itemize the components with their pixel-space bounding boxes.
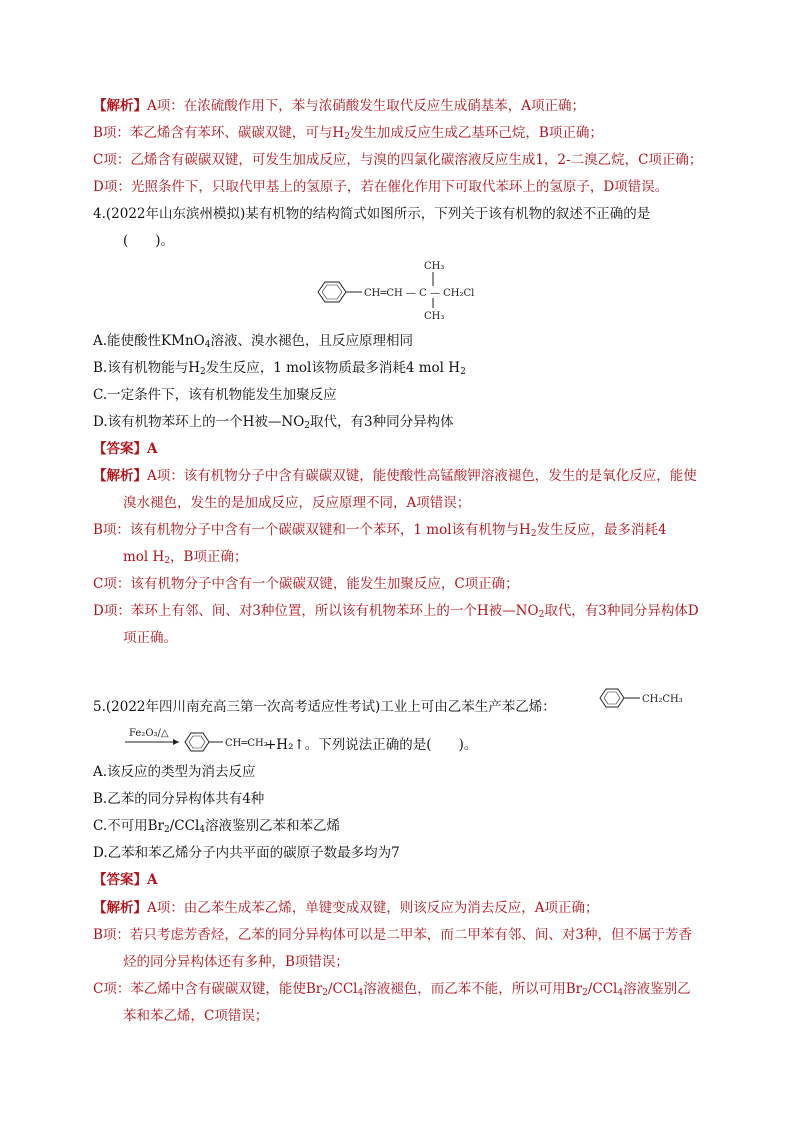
q4-answer: 【答案】A — [93, 441, 158, 457]
q5-reaction-tail: +H₂↑。下列说法正确的是( )。 — [265, 737, 478, 753]
q4-analysis-a1: 【解析】A项：该有机物分子中含有碳碳双键，能使酸性高锰酸钾溶液褪色，发生的是氧化反应，能使 — [93, 468, 697, 484]
q5-analysis-a: 【解析】A项：由乙苯生成苯乙烯，单键变成双键，则该反应为消去反应，A项正确； — [93, 900, 599, 916]
q3-analysis-a: 【解析】A项：在浓硫酸作用下，苯与浓硝酸发生取代反应生成硝基苯，A项正确； — [93, 98, 585, 114]
q5-analysis-c2: 苯和苯乙烯，C项错误； — [123, 1008, 269, 1024]
q5-option-c: C.不可用$Br_2/CCl_4$溶液鉴别乙苯和苯乙烯 — [93, 818, 341, 835]
q5-option-b: B.乙苯的同分异构体共有4种 — [93, 791, 265, 807]
q5-analysis-b1: B项：若只考虑芳香烃，乙苯的同分异构体可以是二甲苯，而二甲苯有邻、间、对3种，但不属于芳香 — [93, 927, 693, 943]
q4-analysis-b1: B项：该有机物分子中含有一个碳碳双键和一个苯环，1 mol该有机物与$H_2$发生反应，最多消耗4 — [93, 522, 667, 539]
q4-blank: ( )。 — [123, 233, 175, 249]
q4-chain-label: CH═CH — C — CH₂Cl — [364, 288, 475, 299]
q4-stem: 4.(2022年山东滨州模拟)某有机物的结构简式如图所示，下列关于该有机物的叙述不正确的是 — [93, 206, 651, 222]
q5-reaction-diagram — [123, 726, 273, 756]
q3-analysis-c: C项：乙烯含有碳碳双键，可发生加成反应，与溴的四氯化碳溶液反应生成1，2-二溴乙烷，C项正确； — [93, 152, 703, 168]
q3-analysis-d: D项：光照条件下，只取代甲基上的氢原子，若在催化作用下可取代苯环上的氢原子，D项错误。 — [93, 179, 669, 195]
q5-option-d: D.乙苯和苯乙烯分子内共平面的碳原子数最多均为7 — [93, 845, 400, 861]
q4-ch3-top: CH₃ — [424, 261, 445, 272]
q4-analysis-c: C项：该有机物分子中含有一个碳碳双键，能发生加聚反应，C项正确； — [93, 576, 519, 592]
q5-option-a: A.该反应的类型为消去反应 — [93, 764, 256, 780]
q4-option-d: D.该有机物苯环上的一个H被$—NO_2$取代，有3种同分异构体 — [93, 414, 454, 431]
q4-option-a: A.能使酸性KMnO$_4$溶液、溴水褪色，且反应原理相同 — [93, 333, 413, 350]
q4-analysis-b2: mol $H_2$，B项正确； — [123, 549, 248, 566]
q4-analysis-d2: 项正确。 — [123, 630, 177, 646]
q4-analysis-d1: D项：苯环上有邻、间、对3种位置，所以该有机物苯环上的一个H被$—NO_2$取代，有3种同分异构体D — [93, 603, 699, 620]
q4-molecule-diagram — [312, 258, 502, 322]
q5-ethyl-label: CH₂CH₃ — [642, 694, 683, 705]
q4-option-c: C.一定条件下，该有机物能发生加聚反应 — [93, 387, 337, 403]
q3-analysis-b: B项：苯乙烯含有苯环、碳碳双键，可与$H_2$发生加成反应生成乙基环己烷，B项正确； — [93, 125, 603, 142]
q5-stem: 5.(2022年四川南充高三第一次高考适应性考试)工业上可由乙苯生产苯乙烯： — [93, 699, 556, 715]
q5-vinyl-label: CH═CH₂ — [225, 738, 268, 749]
q5-catalyst-label: Fe₂O₃/△ — [129, 728, 169, 739]
q5-ethylbenzene-diagram — [596, 684, 706, 714]
q4-ch3-bottom: CH₃ — [424, 311, 445, 322]
q5-answer: 【答案】A — [93, 872, 158, 888]
analysis-tag: 【解析】 — [93, 98, 147, 114]
q4-analysis-a2: 溴水褪色，发生的是加成反应，反应原理不同，A项错误； — [123, 495, 471, 511]
q5-analysis-c1: C项：苯乙烯中含有碳碳双键，能使$Br_2/CCl_4$溶液褪色，而乙苯不能，所以可用$Br_2/CCl_4$溶液鉴别乙 — [93, 981, 691, 998]
q5-analysis-b2: 烃的同分异构体还有多种，B项错误； — [123, 954, 349, 970]
q4-option-b: B.该有机物能与$H_2$发生反应，1 mol该物质最多消耗4 mol $H_2$ — [93, 360, 466, 377]
